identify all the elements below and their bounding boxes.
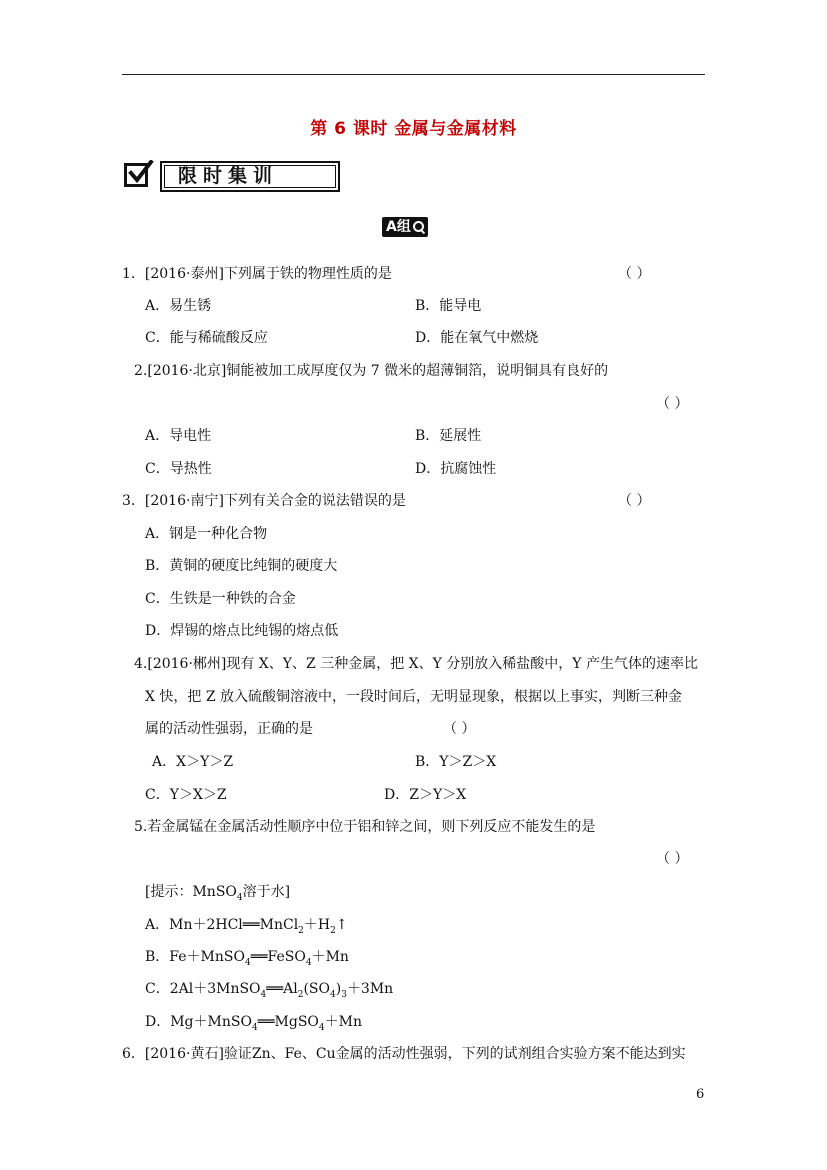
question-5-option-a: A．$Mn+2HCl══MnCl_2+H_2↑$	[145, 917, 348, 936]
question-6-stem: 6．[2016·黄石]验证Zn、Fe、Cu金属的活动性强弱，下列的试剂组合实验方案不能达到实	[122, 1046, 686, 1062]
question-3-answer-blank: （ ）	[618, 493, 651, 509]
question-3-option-c: C．生铁是一种铁的合金	[145, 591, 296, 607]
question-1-option-d: D．能在氧气中燃烧	[415, 330, 539, 346]
section-label: 限时集训	[178, 165, 279, 187]
question-1-answer-blank: （ ）	[618, 266, 651, 282]
group-badge	[382, 217, 428, 237]
question-4-option-c: C．Y＞X＞Z	[145, 787, 227, 803]
question-4-stem-line-2: X 快，把 Z 放入硫酸铜溶液中，一段时间后，无明显现象，根据以上事实，判断三种金	[145, 689, 683, 705]
question-5-hint: [提示：MnSO$_4$溶于水]	[145, 884, 291, 903]
question-4-option-d: D．Z＞Y＞X	[384, 787, 467, 803]
question-5-answer-blank: （ ）	[656, 851, 689, 867]
question-3-option-a: A．钢是一种化合物	[145, 526, 268, 542]
group-label: A组	[386, 219, 411, 235]
question-1-option-a: A．易生锈	[145, 298, 212, 314]
magnifier-icon	[413, 221, 424, 232]
question-3-option-d: D．焊锡的熔点比纯锡的熔点低	[145, 623, 339, 639]
question-3-option-b: B．黄铜的硬度比纯铜的硬度大	[145, 558, 338, 574]
question-5-stem: 5.若金属锰在金属活动性顺序中位于铝和锌之间，则下列反应不能发生的是	[134, 819, 596, 835]
question-5-option-b: B．Fe＋MnSO$_4$══FeSO$_4$＋Mn	[145, 949, 349, 968]
question-1-stem: 1．[2016·泰州]下列属于铁的物理性质的是	[122, 266, 392, 282]
question-4-option-a: A．X＞Y＞Z	[152, 754, 234, 770]
question-2-option-d: D．抗腐蚀性	[415, 461, 497, 477]
question-1-option-c: C．能与稀硫酸反应	[145, 330, 268, 346]
checkbox-checked-icon	[124, 163, 148, 187]
question-4-stem-line-1: 4.[2016·郴州]现有 X、Y、Z 三种金属，把 X、Y 分别放入稀盐酸中，Y 产生气体的速率比	[134, 656, 698, 672]
lesson-title: 第 6 课时 金属与金属材料	[310, 119, 517, 139]
question-2-option-a: A．导电性	[145, 428, 212, 444]
question-4-option-b: B．Y＞Z＞X	[415, 754, 497, 770]
question-2-option-b: B．延展性	[415, 428, 482, 444]
header-rule	[122, 74, 705, 75]
question-5-option-c: C．$2Al+3MnSO_4══Al_2(SO_4)_3+3Mn$	[145, 981, 394, 1000]
page-number: 6	[696, 1087, 705, 1102]
question-2-answer-blank: （ ）	[656, 396, 689, 412]
section-banner	[124, 160, 340, 194]
question-1-option-b: B．能导电	[415, 298, 482, 314]
question-5-option-d: D．Mg＋MnSO$_4$══MgSO$_4$＋Mn	[145, 1014, 363, 1033]
question-2-option-c: C．导热性	[145, 461, 212, 477]
question-4-stem-line-3: 属的活动性强弱，正确的是	[145, 721, 313, 737]
section-label-box	[160, 161, 340, 192]
question-4-answer-blank: （ ）	[443, 721, 476, 737]
question-2-stem: 2.[2016·北京]铜能被加工成厚度仅为 7 微米的超薄铜箔，说明铜具有良好的	[134, 363, 609, 379]
question-3-stem: 3．[2016·南宁]下列有关合金的说法错误的是	[122, 493, 406, 509]
